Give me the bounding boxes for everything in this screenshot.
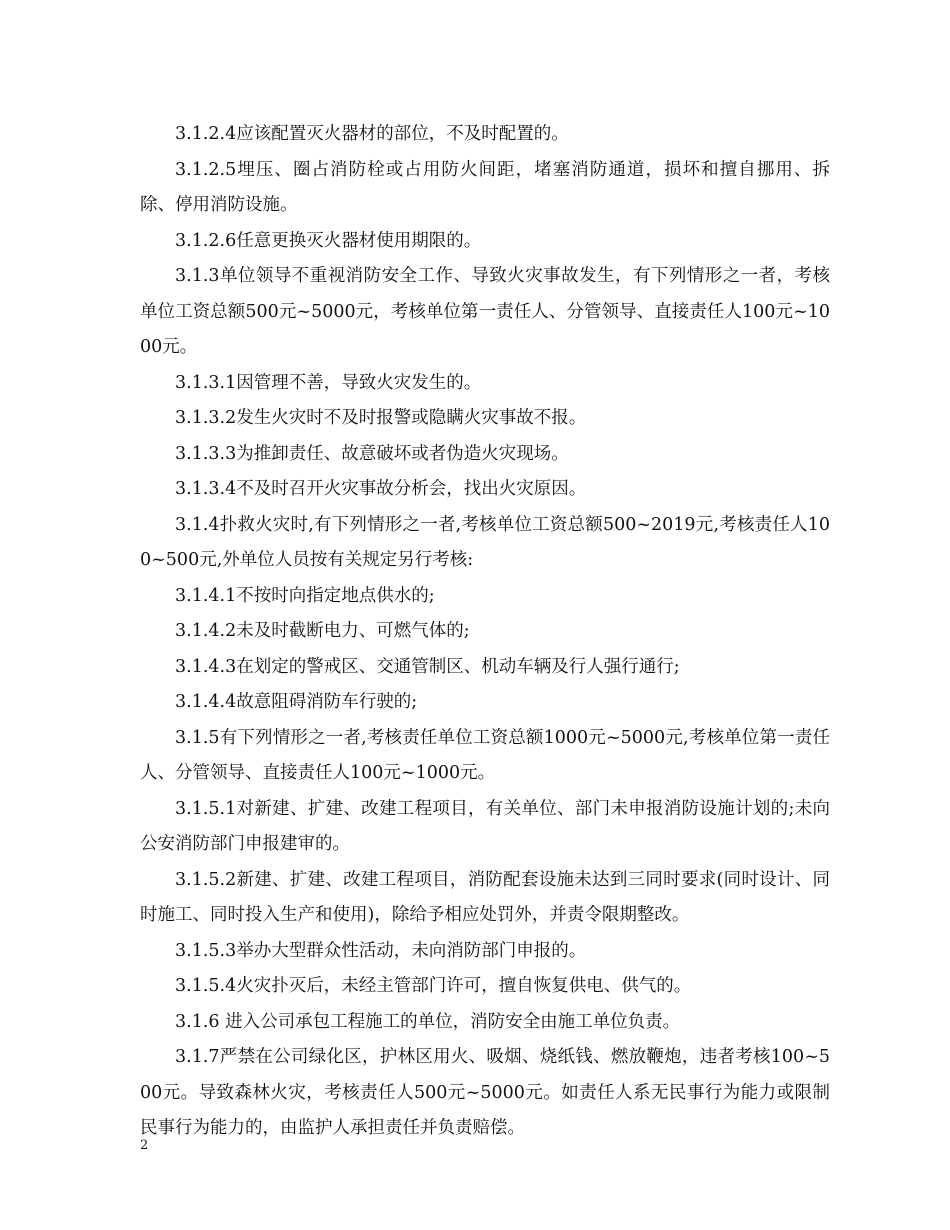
paragraph-3-1-4-1: 3.1.4.1不按时向指定地点供水的;	[175, 585, 435, 606]
paragraph-3-1-5-1: 3.1.5.1对新建、扩建、改建工程项目，有关单位、部门未申报消防设施计划的;未向公安消防部门申报建审的。	[140, 798, 830, 854]
paragraph-3-1-2-5: 3.1.2.5埋压、圈占消防栓或占用防火间距，堵塞消防通道，损坏和擅自挪用、拆除、停用消防设施。	[140, 159, 830, 215]
paragraph-3-1-5-2: 3.1.5.2新建、扩建、改建工程项目，消防配套设施未达到三同时要求(同时设计、同时施工、同时投入生产和使用)，除给予相应处罚外，并责令限期整改。	[140, 869, 830, 925]
paragraph-3-1-3-1: 3.1.3.1因管理不善，导致火灾发生的。	[175, 372, 482, 393]
paragraph-3-1-7: 3.1.7严禁在公司绿化区，护林区用火、吸烟、烧纸钱、燃放鞭炮，违者考核100~500元。导致森林火灾，考核责任人500元~5000元。如责任人系无民事行为能力或限制民事行为能力的，由监护人承担责任并负责赔偿。	[140, 1047, 830, 1138]
paragraph-3-1-5-3: 3.1.5.3举办大型群众性活动，未向消防部门申报的。	[175, 940, 587, 961]
paragraph-3-1-4: 3.1.4扑救火灾时,有下列情形之一者,考核单位工资总额500~2019元,考核责任人100~500元,外单位人员按有关规定另行考核:	[140, 514, 830, 570]
paragraph-3-1-3-4: 3.1.3.4不及时召开火灾事故分析会，找出火灾原因。	[175, 479, 587, 499]
paragraph-3-1-2-6: 3.1.2.6任意更换灭火器材使用期限的。	[175, 230, 482, 251]
paragraph-3-1-5-4: 3.1.5.4火灾扑灭后，未经主管部门许可，擅自恢复供电、供气的。	[175, 976, 692, 996]
paragraph-3-1-3-3: 3.1.3.3为推卸责任、故意破坏或者伪造火灾现场。	[175, 443, 569, 464]
paragraph-3-1-2-4: 3.1.2.4应该配置灭火器材的部位，不及时配置的。	[175, 124, 569, 144]
paragraph-3-1-4-4: 3.1.4.4故意阻碍消防车行驶的;	[175, 692, 418, 712]
paragraph-3-1-5: 3.1.5有下列情形之一者,考核责任单位工资总额1000元~5000元,考核单位第一责任人、分管领导、直接责任人100元~1000元。	[140, 727, 830, 783]
paragraph-3-1-3: 3.1.3单位领导不重视消防安全工作、导致火灾事故发生，有下列情形之一者，考核单位工资总额500元~5000元，考核单位第一责任人、分管领导、直接责任人100元~1000元。	[140, 266, 830, 357]
paragraph-3-1-3-2: 3.1.3.2发生火灾时不及时报警或隐瞒火灾事故不报。	[175, 408, 587, 428]
paragraph-3-1-6: 3.1.6 进入公司承包工程施工的单位，消防安全由施工单位负责。	[175, 1011, 681, 1032]
document-body	[140, 117, 830, 1147]
paragraph-3-1-4-3: 3.1.4.3在划定的警戒区、交通管制区、机动车辆及行人强行通行;	[175, 656, 680, 677]
page-number: 2	[140, 1138, 149, 1153]
paragraph-3-1-4-2: 3.1.4.2未及时截断电力、可燃气体的;	[175, 621, 470, 641]
